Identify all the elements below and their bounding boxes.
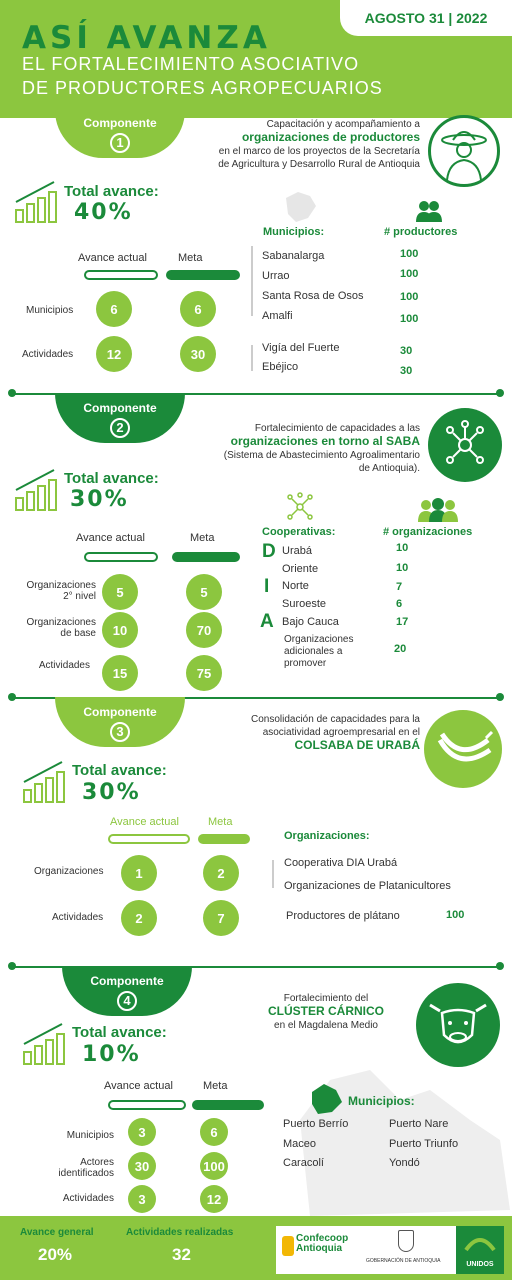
actual-value: 30 — [128, 1152, 156, 1180]
producers-count: 100 — [446, 909, 465, 921]
component-label: Componente — [90, 974, 164, 988]
avance-general-value: 20% — [38, 1245, 73, 1264]
unidos-logo-text: UNIDOS — [466, 1261, 494, 1268]
list-item: Urabá — [282, 545, 312, 557]
actividades-label: Actividades realizadas — [126, 1227, 234, 1238]
row-label-line: Actividades — [62, 1193, 114, 1204]
list-count: 17 — [396, 616, 409, 628]
col-meta: Meta — [208, 816, 233, 828]
col-meta: Meta — [203, 1080, 228, 1092]
desc-line: (Sistema de Abastecimiento Agroalimentario — [223, 450, 420, 461]
row-label — [14, 660, 90, 671]
actual-value: 1 — [121, 855, 157, 891]
extra-organizations — [284, 634, 353, 670]
list-item: Ebéjico — [262, 361, 299, 373]
confecoop-logo-icon — [282, 1236, 294, 1256]
meta-value: 5 — [186, 574, 222, 610]
dia-letter: A — [260, 611, 274, 632]
progress-bar-meta — [166, 270, 240, 280]
col-actual: Avance actual — [78, 252, 147, 264]
progress-bar-actual — [84, 552, 158, 562]
component-label: Componente — [83, 116, 157, 130]
progress-bar-actual — [84, 270, 158, 280]
list-count: 30 — [400, 345, 413, 357]
row-label — [20, 1157, 114, 1179]
meta-value: 6 — [180, 291, 216, 327]
list-count: 100 — [400, 313, 419, 325]
component-4-tab — [62, 966, 192, 1016]
list-count: 7 — [396, 581, 403, 593]
actual-value: 12 — [96, 336, 132, 372]
actual-value: 10 — [102, 612, 138, 648]
actividades-value: 32 — [172, 1245, 191, 1264]
total-value: 40% — [74, 200, 133, 225]
component-label: Componente — [83, 705, 157, 719]
component-1-description — [150, 118, 420, 171]
page-subtitle-2: DE PRODUCTORES AGROPECUARIOS — [22, 78, 383, 98]
dia-letter: I — [264, 576, 270, 597]
row-label-line: identificados — [58, 1168, 114, 1179]
divider — [251, 246, 253, 316]
cow-icon — [416, 983, 500, 1067]
row-label: Actividades — [52, 912, 104, 923]
cooperativas-header: Cooperativas: — [262, 526, 336, 538]
meta-value: 70 — [186, 612, 222, 648]
row-label — [20, 1193, 114, 1204]
desc-bold: organizaciones de productores — [241, 130, 420, 144]
list-count: 100 — [400, 248, 419, 260]
component-label: Componente — [83, 401, 157, 415]
list-item: Oriente — [282, 563, 319, 575]
actual-value: 5 — [102, 574, 138, 610]
list-item: Bajo Cauca — [282, 616, 339, 628]
list-item: Santa Rosa de Osos — [262, 290, 364, 302]
list-item: Puerto Berrío — [283, 1118, 349, 1130]
divider-dot — [8, 389, 16, 397]
actual-value: 3 — [128, 1118, 156, 1146]
total-label: Total avance: — [72, 1024, 167, 1041]
row-label: Municipios — [26, 305, 74, 316]
list-item: Urrao — [262, 270, 290, 282]
row-label-line: Municipios — [66, 1130, 114, 1141]
divider-dot — [8, 693, 16, 701]
list-item: Maceo — [283, 1138, 317, 1150]
list-count: 6 — [396, 598, 403, 610]
extra-line: adicionales a — [284, 646, 343, 657]
col-actual: Avance actual — [104, 1080, 173, 1092]
list-item: Norte — [282, 580, 309, 592]
gobernacion-logo: GOBERNACIÓN DE ANTIOQUIA — [366, 1258, 441, 1264]
meta-value: 7 — [203, 900, 239, 936]
desc-line: en el marco de los proyectos de la Secretaría — [218, 146, 420, 157]
component-number: 1 — [110, 133, 130, 153]
extra-line: promover — [284, 658, 327, 669]
list-item: Yondó — [389, 1157, 420, 1169]
productores-header: # productores — [384, 226, 458, 238]
actual-value: 15 — [102, 655, 138, 691]
component-number: 3 — [110, 722, 130, 742]
divider — [251, 345, 253, 371]
row-label-line: Organizaciones — [26, 580, 96, 591]
divider-dot — [496, 389, 504, 397]
desc-line: Consolidación de capacidades para la — [250, 714, 420, 725]
row-label-line: de base — [60, 628, 96, 639]
people-icon — [418, 498, 458, 527]
network-icon — [428, 408, 502, 482]
divider-dot — [496, 962, 504, 970]
total-label: Total avance: — [64, 470, 159, 487]
logo-text: Antioquia — [296, 1243, 343, 1254]
meta-value: 75 — [186, 655, 222, 691]
meta-value: 6 — [200, 1118, 228, 1146]
desc-bold: CLÚSTER CÁRNICO — [268, 1004, 384, 1018]
row-label-line: Actores — [80, 1157, 114, 1168]
desc-bold: COLSABA DE URABÁ — [294, 738, 420, 752]
page-title: ASÍ AVANZA — [22, 20, 271, 56]
list-count: 20 — [394, 643, 407, 655]
total-label: Total avance: — [72, 762, 167, 779]
progress-bar-meta — [172, 552, 240, 562]
component-number: 2 — [110, 418, 130, 438]
actual-value: 2 — [121, 900, 157, 936]
list-count: 10 — [396, 562, 409, 574]
growth-chart-icon — [22, 1022, 70, 1071]
extra-line: Organizaciones — [284, 634, 354, 645]
col-meta: Meta — [190, 532, 215, 544]
row-label: Actividades — [22, 349, 74, 360]
component-3-description — [160, 713, 420, 753]
component-4-description — [250, 992, 402, 1032]
magdalena-map-icon — [308, 1082, 344, 1121]
meta-value: 100 — [200, 1152, 228, 1180]
municipios-header: Municipios: — [263, 226, 325, 238]
total-value: 30% — [70, 487, 129, 512]
producers-label: Productores de plátano — [286, 910, 400, 922]
date-badge: AGOSTO 31 | 2022 — [340, 0, 512, 36]
meta-value: 30 — [180, 336, 216, 372]
list-item: Puerto Triunfo — [389, 1138, 459, 1150]
desc-line: Fortalecimiento del — [283, 993, 369, 1004]
component-2-description — [160, 422, 420, 475]
desc-line: asociatividad agroempresarial en el — [262, 727, 420, 738]
desc-bold: organizaciones en torno al SABA — [230, 434, 420, 448]
antioquia-shield-icon — [398, 1230, 414, 1252]
list-item: Organizaciones de Platanicultores — [284, 880, 451, 892]
col-actual: Avance actual — [110, 816, 179, 828]
antioquia-map-icon — [280, 190, 320, 229]
list-count: 100 — [400, 291, 419, 303]
actual-value: 3 — [128, 1185, 156, 1213]
total-value: 30% — [82, 780, 141, 805]
list-item: Caracolí — [283, 1157, 324, 1169]
organizaciones-header: Organizaciones: — [284, 830, 370, 842]
confecoop-logo — [296, 1234, 348, 1254]
page-subtitle-1: EL FORTALECIMIENTO ASOCIATIVO — [22, 54, 360, 74]
progress-bar-meta — [198, 834, 250, 844]
col-actual: Avance actual — [76, 532, 145, 544]
list-item: Cooperativa DIA Urabá — [284, 857, 398, 869]
desc-line: en el Magdalena Medio — [274, 1020, 378, 1031]
col-meta: Meta — [178, 252, 203, 264]
list-item: Puerto Nare — [389, 1118, 449, 1130]
row-label-line: 2° nivel — [63, 591, 96, 602]
meta-value: 2 — [203, 855, 239, 891]
row-label — [14, 580, 96, 602]
desc-line: Fortalecimiento de capacidades a las — [254, 423, 420, 434]
row-label — [20, 1130, 114, 1141]
list-item: Vigía del Fuerte — [262, 342, 340, 354]
list-item: Amalfi — [262, 310, 293, 322]
municipios-header: Municipios: — [348, 1094, 415, 1108]
organizaciones-header: # organizaciones — [383, 526, 473, 538]
progress-bar-actual — [108, 834, 190, 844]
avance-general-label: Avance general — [20, 1227, 94, 1238]
people-icon — [414, 200, 444, 227]
row-label-line: Actividades — [38, 660, 90, 671]
unidos-logo — [456, 1226, 504, 1274]
component-number: 4 — [117, 991, 137, 1011]
row-label-line: Organizaciones — [26, 617, 96, 628]
growth-chart-icon — [14, 468, 62, 517]
logo-text: Confecoop — [296, 1233, 349, 1244]
row-label — [14, 617, 96, 639]
progress-bar-meta — [192, 1100, 264, 1110]
list-item: Sabanalarga — [262, 250, 325, 262]
cooperative-network-icon — [285, 492, 315, 527]
divider — [272, 860, 274, 888]
banana-icon — [424, 710, 502, 788]
progress-bar-actual — [108, 1100, 186, 1110]
desc-line: Capacitación y acompañamiento a — [266, 119, 420, 130]
total-value: 10% — [82, 1042, 141, 1067]
dia-letter: D — [262, 541, 276, 562]
list-count: 30 — [400, 365, 413, 377]
meta-value: 12 — [200, 1185, 228, 1213]
growth-chart-icon — [14, 180, 62, 229]
farmer-icon — [428, 115, 500, 187]
list-item: Suroeste — [282, 598, 327, 610]
divider-dot — [8, 962, 16, 970]
list-count: 10 — [396, 542, 409, 554]
row-label: Organizaciones — [34, 866, 104, 877]
desc-line: de Agricultura y Desarrollo Rural de Antioquia — [218, 159, 420, 170]
growth-chart-icon — [22, 760, 70, 809]
actual-value: 6 — [96, 291, 132, 327]
list-count: 100 — [400, 268, 419, 280]
total-label: Total avance: — [64, 183, 159, 200]
divider-dot — [496, 693, 504, 701]
desc-line: de Antioquia). — [358, 463, 420, 474]
